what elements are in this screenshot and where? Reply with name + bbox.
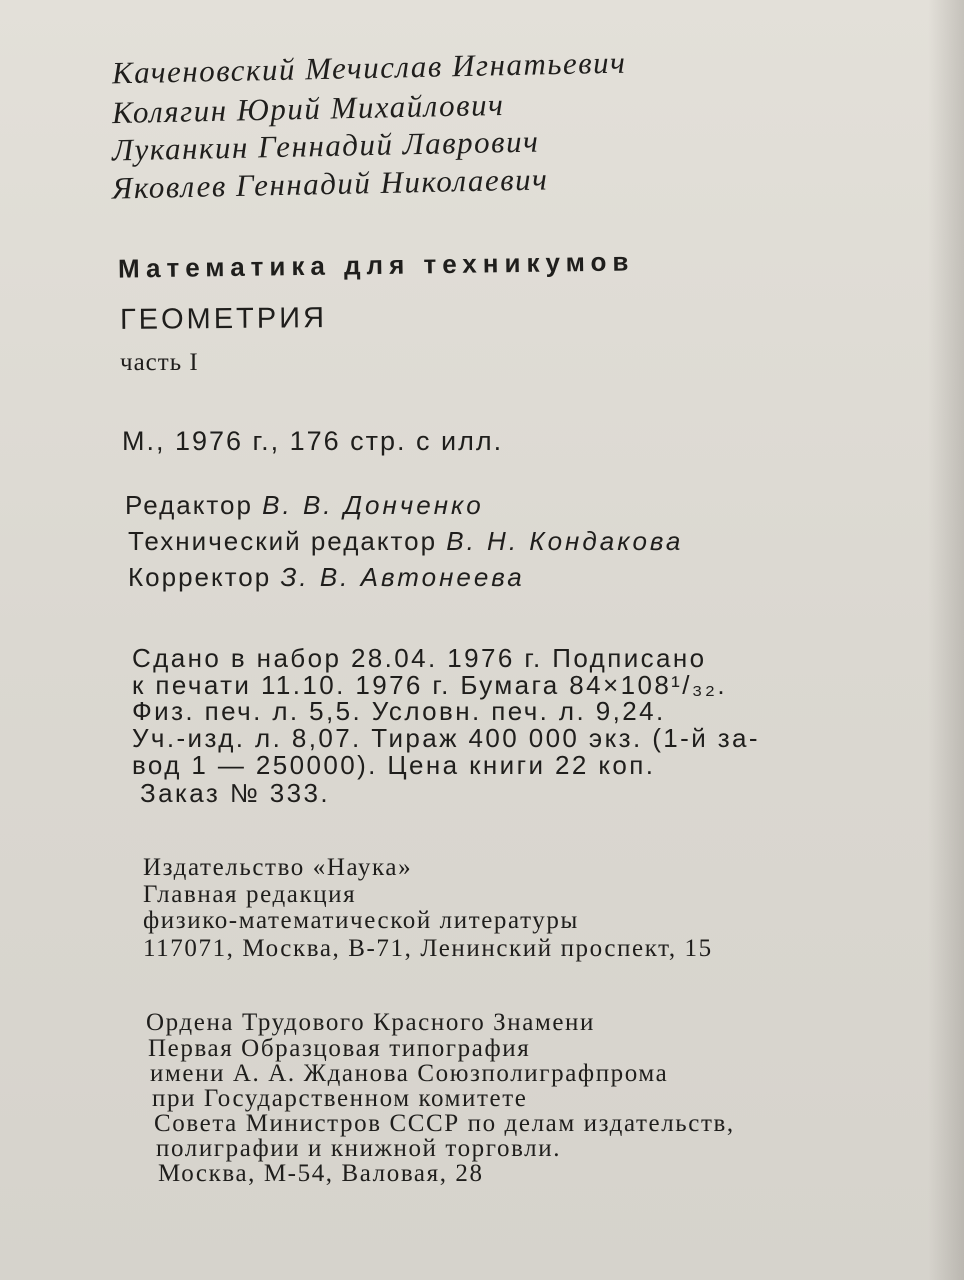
staff-name: В. В. Донченко bbox=[262, 490, 484, 520]
book-part: часть I bbox=[120, 349, 199, 376]
staff-name: В. Н. Кондакова bbox=[446, 526, 684, 556]
staff-name: З. В. Автонеева bbox=[280, 562, 525, 592]
staff-entry bbox=[128, 564, 525, 590]
printer-line: при Государственном комитете bbox=[152, 1085, 528, 1112]
author-name: Луканкин Геннадий Лаврович bbox=[111, 123, 540, 168]
printer-line: имени А. А. Жданова Союзполиграфпрома bbox=[150, 1060, 669, 1087]
staff-entry bbox=[125, 492, 484, 518]
printer-line: Москва, М-54, Валовая, 28 bbox=[158, 1160, 484, 1187]
author-name: Яковлев Геннадий Николаевич bbox=[111, 161, 549, 206]
spec-line: вод 1 — 250000). Цена книги 22 коп. bbox=[132, 750, 656, 780]
printer-line: Первая Образцовая типография bbox=[148, 1035, 531, 1062]
printer-line: полиграфии и книжной торговли. bbox=[156, 1135, 562, 1162]
page-edge-shadow bbox=[928, 0, 964, 1280]
staff-role: Редактор bbox=[125, 490, 253, 520]
publisher-line: Издательство «Наука» bbox=[143, 854, 413, 881]
staff-entry bbox=[128, 528, 683, 554]
publisher-line: 117071, Москва, В-71, Ленинский проспект, 15 bbox=[143, 935, 713, 962]
book-title: ГЕОМЕТРИЯ bbox=[119, 302, 328, 336]
spec-line: Уч.-изд. л. 8,07. Тираж 400 000 экз. (1-й за- bbox=[132, 723, 760, 753]
publisher-line: физико-математической литературы bbox=[143, 907, 579, 934]
spec-line: к печати 11.10. 1976 г. Бумага 84×108¹/₃₂. bbox=[132, 670, 727, 700]
staff-role: Корректор bbox=[128, 562, 272, 592]
spec-line: Физ. печ. л. 5,5. Условн. печ. л. 9,24. bbox=[132, 696, 666, 726]
staff-role: Технический редактор bbox=[128, 526, 438, 556]
printer-line: Ордена Трудового Красного Знамени bbox=[146, 1009, 596, 1036]
author-name: Колягин Юрий Михайлович bbox=[111, 86, 505, 131]
series-title: Математика для техникумов bbox=[117, 246, 635, 284]
spec-line: Сдано в набор 28.04. 1976 г. Подписано bbox=[132, 643, 707, 673]
printer-line: Совета Министров СССР по делам издательств, bbox=[154, 1110, 735, 1137]
imprint-line: М., 1976 г., 176 стр. с илл. bbox=[122, 426, 504, 456]
spec-line: Заказ № 333. bbox=[140, 778, 330, 808]
author-name: Каченовский Мечислав Игнатьевич bbox=[111, 44, 627, 91]
publisher-line: Главная редакция bbox=[143, 881, 357, 908]
